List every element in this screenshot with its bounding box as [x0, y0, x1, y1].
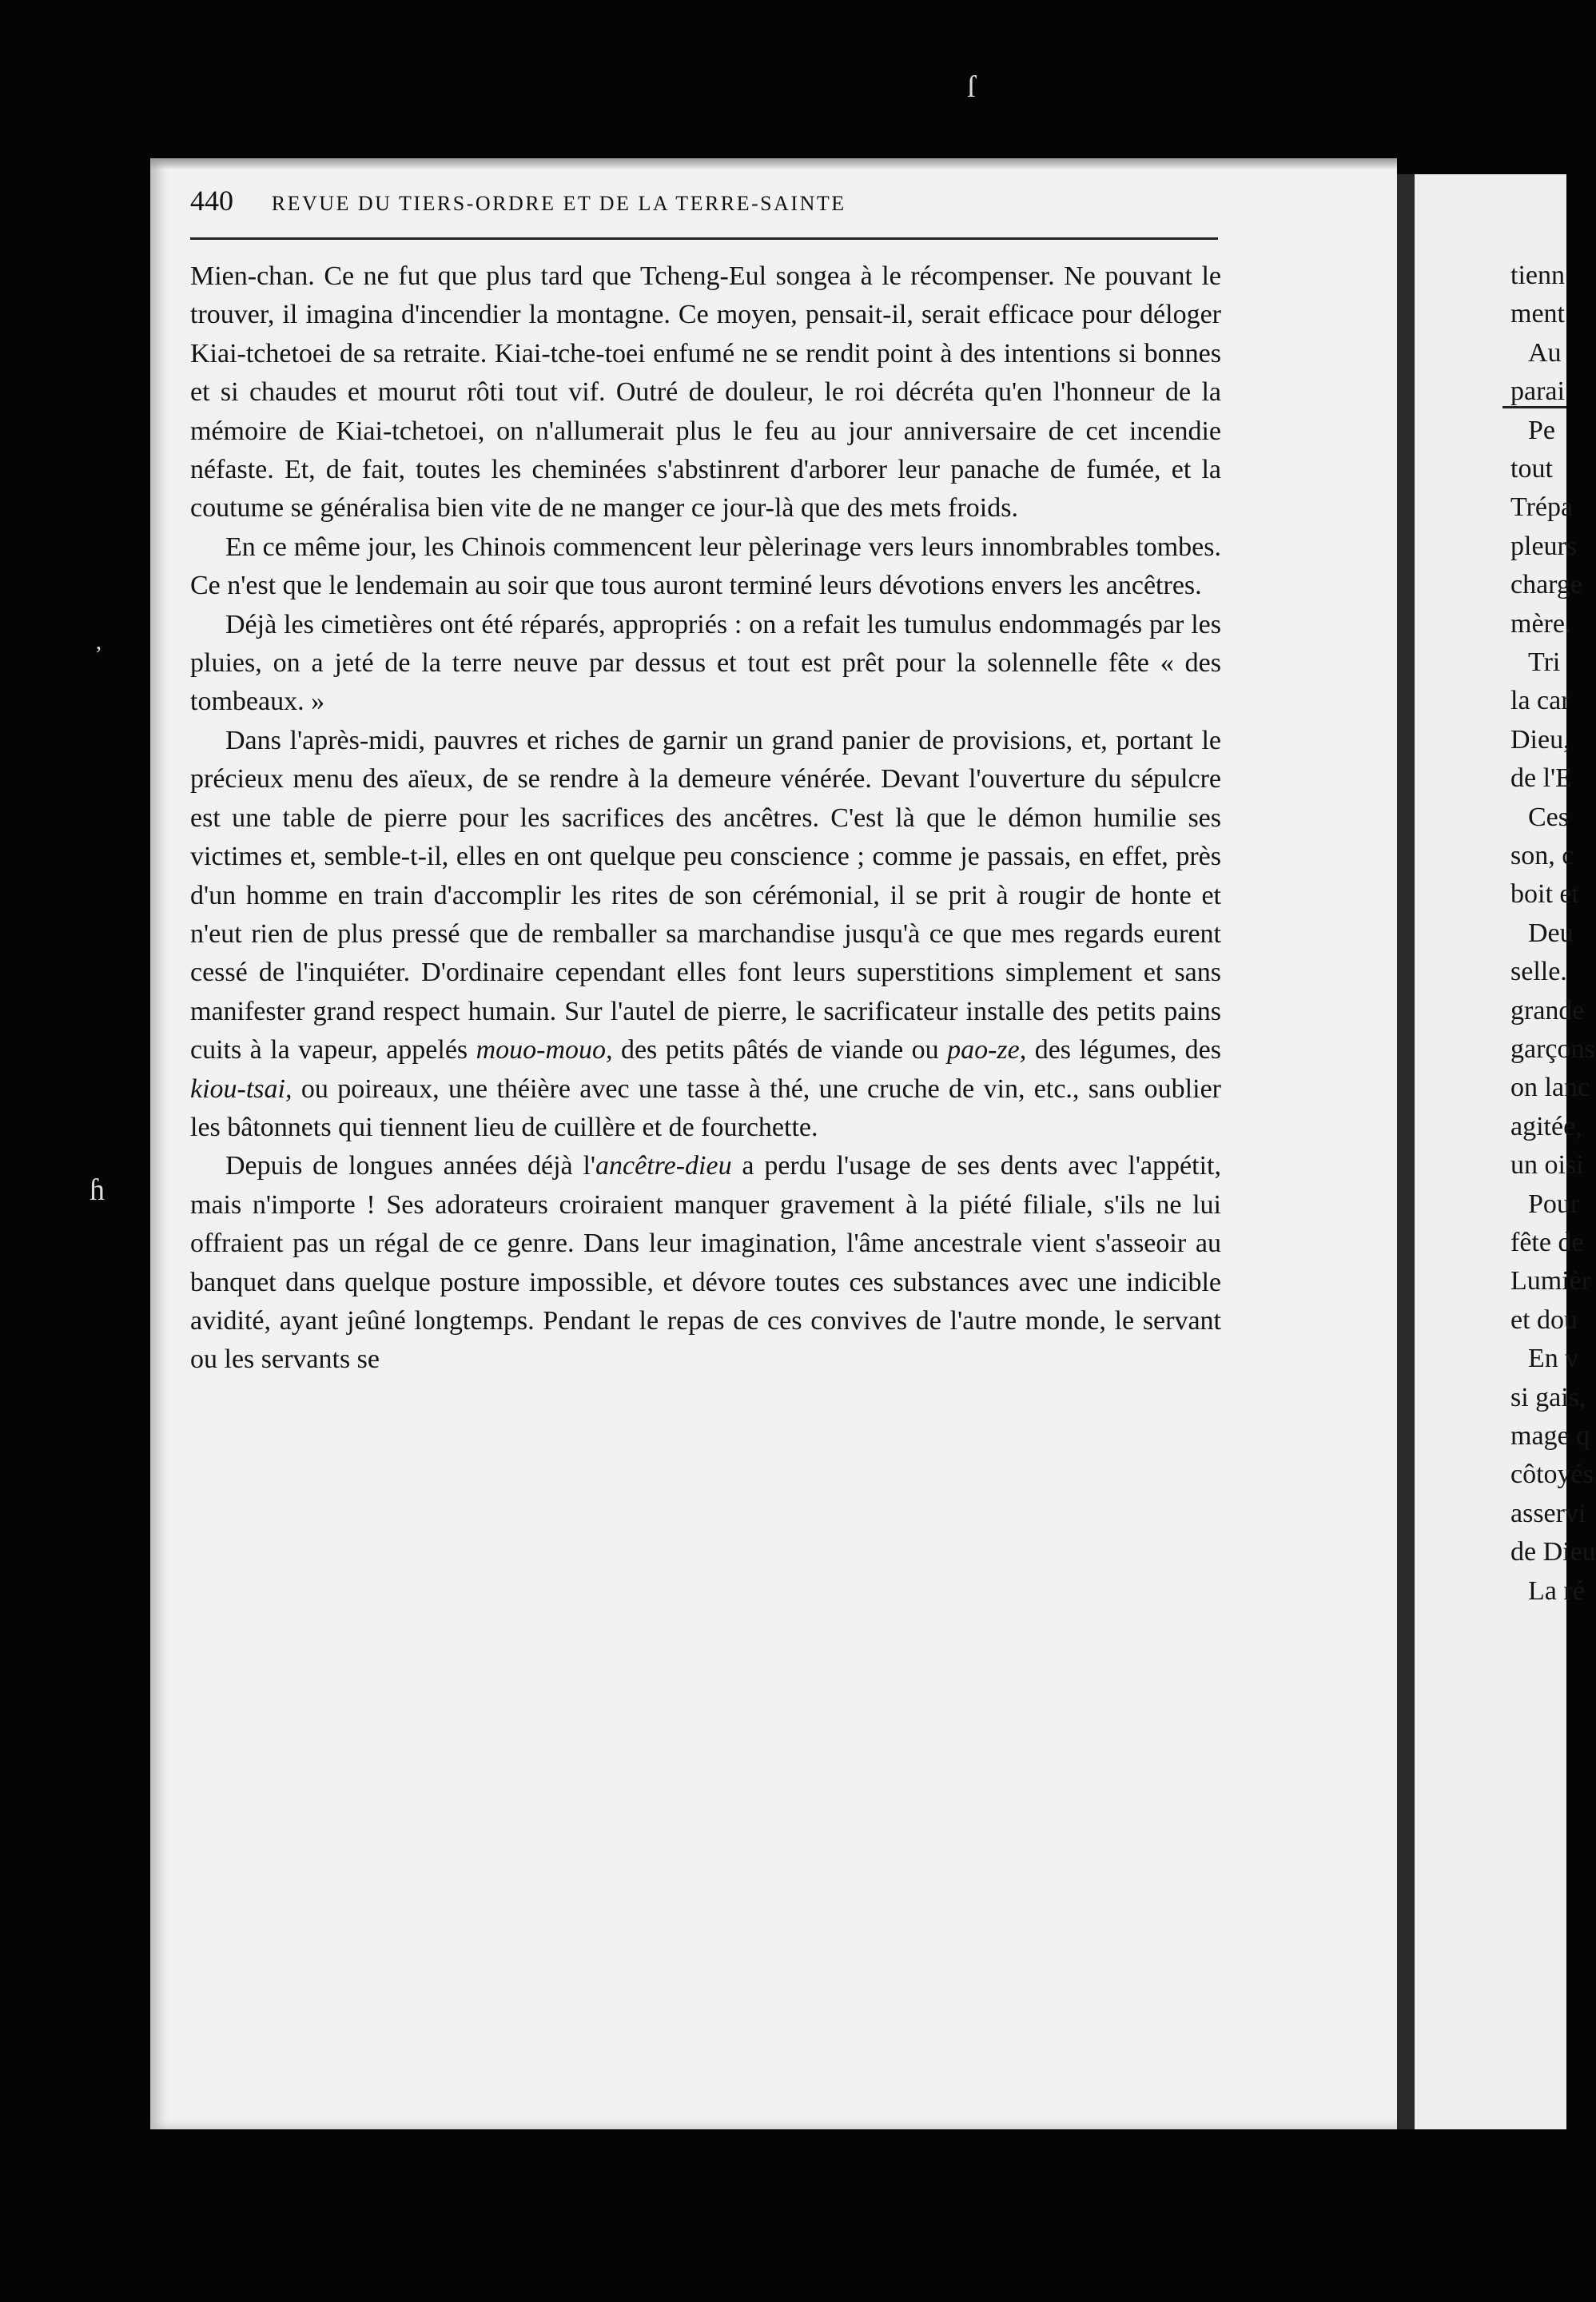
paragraph-3: Déjà les cimetières ont été réparés, appropriés : on a refait les tumulus endommagés par les pluies, on a jeté de la terre neuve par dessus et tout est prêt pour la solennelle fête « des tombeaux. »: [190, 609, 1221, 717]
right-page-line: ment: [1510, 299, 1565, 329]
right-page-line: Trépa: [1510, 492, 1574, 523]
right-page-line: Lumièr: [1510, 1266, 1591, 1296]
right-page-line: tout: [1510, 454, 1553, 484]
scan-mark-left: ,: [96, 630, 101, 655]
right-page-line: mère.: [1510, 608, 1572, 639]
right-page-line: pleurs: [1510, 531, 1578, 561]
paragraph-2: En ce même jour, les Chinois commencent leur pèlerinage vers leurs innombrables tombes. Ce n'est que le lendemain au soir que tous auront terminé leurs dévotions envers les ancêtres.: [190, 532, 1221, 601]
right-page-line: mage q: [1510, 1421, 1590, 1451]
term-pao-ze: pao-ze,: [947, 1035, 1027, 1065]
right-page-line: charge: [1510, 570, 1582, 600]
right-page-fragment: [1397, 174, 1596, 2129]
right-page-line: Pe: [1528, 415, 1555, 445]
page-gutter: [1397, 174, 1415, 2129]
right-page-line: tienn: [1510, 261, 1565, 290]
right-page-line: garçons: [1510, 1034, 1595, 1064]
right-page-line: grande: [1510, 995, 1585, 1026]
right-page-line: la car: [1510, 686, 1570, 716]
right-page-line: fête de: [1510, 1228, 1584, 1257]
right-page-line: côtoyés: [1510, 1460, 1594, 1490]
right-page-line: de Dieu: [1510, 1537, 1596, 1567]
body-text: [190, 257, 1221, 1380]
right-page-line: et dou: [1510, 1304, 1578, 1335]
paragraph-1: Mien-chan. Ce ne fut que plus tard que Tcheng-Eul songea à le récompenser. Ne pouvant le trouver, il imagina d'incendier la montagne. Ce moyen, pensait-il, serait efficace pour déloger Kiai-tchetoei de sa retraite. Kiai-tche-toei enfumé ne se rendit point à des intentions si bonnes et si chaudes et mourut rôti tout vif. Outré de douleur, le roi décréta qu'en l'honneur de la mémoire de Kiai-tchetoei, on n'allumerait plus le feu au jour anniversaire de cet incendie néfaste. Et, de fait, toutes les cheminées s'abstinrent d'arborer leur panache de fumée, et la coutume se généralisa bien vite de ne manger ce jour-là que des mets froids.: [190, 261, 1221, 524]
right-page-line: si gais,: [1510, 1382, 1586, 1412]
running-header: [190, 184, 1055, 217]
term-ancetre-dieu: ancêtre-dieu: [595, 1151, 732, 1181]
right-page-line: asservi: [1510, 1498, 1586, 1528]
right-page-line: La ré: [1528, 1575, 1585, 1606]
scan-mark-top: ſ: [967, 70, 976, 104]
right-page-line: on lanc: [1510, 1073, 1590, 1103]
right-page-line: Tri: [1528, 647, 1561, 677]
header-rule: [190, 237, 1218, 240]
right-page-line: Deu: [1528, 918, 1574, 948]
term-mouo-mouo: mouo-mouo,: [476, 1035, 613, 1065]
right-page-line: selle.: [1510, 957, 1567, 987]
paragraph-5: Depuis de longues années déjà l'ancêtre-dieu a perdu l'usage de ses dents avec l'appétit, mais n'importe ! Ses adorateurs croiraient manquer gravement à la piété filiale, s'ils ne lui offraient pas un régal de ce genre. Dans leur imagination, l'âme ancestrale vient s'asseoir au banquet dans quelque posture impossible, et dévore toutes ces substances avec une indicible avidité, ayant jeûné longtemps. Pendant le repas de ces convives de l'autre monde, le servant ou les servants se: [190, 1151, 1221, 1375]
right-page-line: boit et: [1510, 879, 1579, 910]
paragraph-4: Dans l'après-midi, pauvres et riches de garnir un grand panier de provisions, et, portant le précieux menu des aïeux, de se rendre à la demeure vénérée. Devant l'ouverture du sépulcre est une table de pierre pour les sacrifices des ancêtres. C'est là que le démon humilie ses victimes et, semble-t-il, elles en ont quelque peu conscience ; comme je passais, en effet, près d'un homme en train d'accomplir les rites de son cérémonial, il se prit à rougir de honte et n'eut rien de plus pressé que de remballer sa marchandise jusqu'à ce que mes regards eurent cessé de l'inquiéter. D'ordinaire cependant elles font leurs superstitions simplement et sans manifester grand respect humain. Sur l'autel de pierre, le sacrificateur installe des petits pains cuits à la vapeur, appelés mouo-mouo, des petits pâtés de viande ou pao-ze, des légumes, des kiou-tsai, ou poireaux, une théière avec une tasse à thé, une cruche de vin, etc., sans oublier les bâtonnets qui tiennent lieu de cuillère et de fourchette.: [190, 725, 1222, 1142]
right-page-line: Ces: [1528, 802, 1569, 832]
right-page-line: agitée,: [1510, 1111, 1582, 1141]
page-number: 440: [190, 185, 233, 217]
right-page-line: Au: [1528, 337, 1562, 368]
right-page-line: Pour: [1528, 1189, 1580, 1219]
right-page-line: parai: [1510, 376, 1565, 407]
scan-mark-left-2: ɦ: [90, 1173, 105, 1207]
term-kiou-tsai: kiou-tsai,: [190, 1073, 293, 1104]
right-page-line: Dieu,: [1510, 724, 1570, 755]
right-page-line: de l'E: [1510, 763, 1572, 794]
right-page-line: son, c: [1510, 841, 1574, 870]
running-title: REVUE DU TIERS-ORDRE ET DE LA TERRE-SAINTE: [271, 192, 846, 215]
right-page-line: En v: [1528, 1344, 1579, 1374]
right-page-line: un oisi: [1510, 1150, 1584, 1181]
